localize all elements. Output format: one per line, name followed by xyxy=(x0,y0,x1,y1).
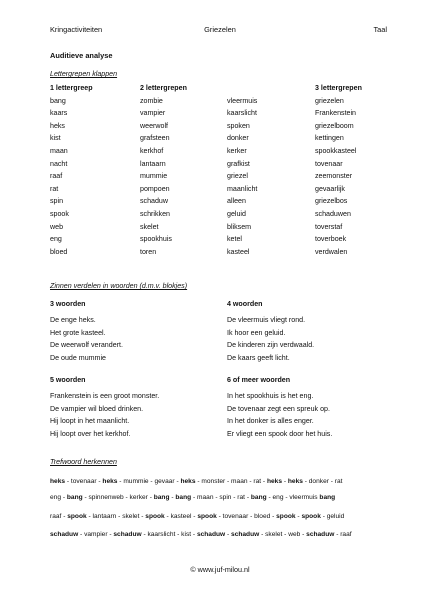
word: - kasteel - xyxy=(164,513,198,520)
section-heading-trefwoord: Trefwoord herkennen xyxy=(50,458,117,466)
sentence: Ik hoor een geluid. xyxy=(227,328,286,337)
sentence-group-6-words xyxy=(227,374,332,440)
word: alleen xyxy=(227,197,246,206)
sentence: Hij loopt over het kerkhof. xyxy=(50,429,131,438)
word: spook xyxy=(50,209,69,218)
keyword-line xyxy=(50,494,335,501)
keyword: spook xyxy=(276,513,296,520)
word: lantaarn xyxy=(140,159,166,168)
sentence: De kinderen zijn verdwaald. xyxy=(227,341,315,350)
word: vleermuis xyxy=(227,96,258,105)
word: zombie xyxy=(140,96,163,105)
keyword-line xyxy=(50,478,342,485)
word: toren xyxy=(140,247,157,256)
syllable-column-3 xyxy=(227,82,257,258)
word: zeemonster xyxy=(315,172,353,181)
word: geluid xyxy=(227,209,246,218)
word: grafkist xyxy=(227,159,250,168)
word: vampier xyxy=(140,109,166,118)
word: rat xyxy=(50,184,59,193)
word: - xyxy=(282,478,288,485)
sentence: Er vliegt een spook door het huis. xyxy=(227,429,333,438)
keyword: heks xyxy=(102,478,118,485)
word: heks xyxy=(50,121,65,130)
column-header: 2 lettergrepen xyxy=(140,84,187,92)
keyword-line xyxy=(50,513,344,520)
word: schrikken xyxy=(140,209,170,218)
word: gevaarlijk xyxy=(315,184,345,193)
word: pompoen xyxy=(140,184,170,193)
keyword: bang xyxy=(153,494,170,501)
word: - maan - spin - rat - xyxy=(191,494,251,501)
sentence: De tovenaar zegt een spreuk op. xyxy=(227,404,330,413)
keyword: schaduw xyxy=(306,531,335,538)
sentence: Hij loopt in het maanlicht. xyxy=(50,417,130,426)
word: schaduw xyxy=(140,197,168,206)
keyword: bang xyxy=(175,494,192,501)
word: kerker xyxy=(227,146,247,155)
keyword: heks xyxy=(287,478,303,485)
word: - xyxy=(225,531,232,538)
group-header: 5 woorden xyxy=(50,376,86,384)
word: kist xyxy=(50,134,61,143)
word: nacht xyxy=(50,159,68,168)
word: - kaarslicht - kist - xyxy=(141,531,197,538)
word: - vampier - xyxy=(78,531,114,538)
word: - geluid xyxy=(320,513,345,520)
keyword: heks xyxy=(180,478,196,485)
word: Frankenstein xyxy=(315,109,357,118)
header-right: Taal xyxy=(373,25,387,34)
word: - donker - rat xyxy=(302,478,343,485)
sentence: De enge heks. xyxy=(50,316,96,325)
header-center: Griezelen xyxy=(204,25,236,34)
sentence: De oude mummie xyxy=(50,353,106,362)
keyword: spook xyxy=(197,513,217,520)
word: weerwolf xyxy=(140,121,168,130)
word: ketel xyxy=(227,235,242,244)
keyword: bang xyxy=(319,494,336,501)
word: raaf xyxy=(50,172,63,181)
keyword: heks xyxy=(266,478,282,485)
keyword: spook xyxy=(301,513,321,520)
word: - tovenaar - bloed - xyxy=(216,513,277,520)
word: spookhuis xyxy=(140,235,172,244)
column-header xyxy=(227,82,257,95)
word: griezel xyxy=(227,172,248,181)
keyword: schaduw xyxy=(231,531,260,538)
group-header: 3 woorden xyxy=(50,300,86,308)
word: spin xyxy=(50,197,64,206)
keyword: schaduw xyxy=(113,531,142,538)
word: toverstaf xyxy=(315,222,343,231)
keyword: spook xyxy=(145,513,165,520)
word: - mummie - gevaar - xyxy=(117,478,181,485)
word: maan xyxy=(50,146,68,155)
word: - spinnenweb - kerker - xyxy=(82,494,154,501)
syllable-column-4 xyxy=(315,82,362,258)
keyword: schaduw xyxy=(196,531,226,538)
word: - lantaarn - skelet - xyxy=(86,513,146,520)
column-header: 3 lettergrepen xyxy=(315,84,362,92)
word: raaf - xyxy=(50,513,68,520)
word: - xyxy=(295,513,302,520)
word: toverboek xyxy=(315,235,347,244)
word: tovenaar xyxy=(315,159,343,168)
page-title: Auditieve analyse xyxy=(50,51,113,60)
word: - skelet - web - xyxy=(259,531,307,538)
header-left: Kringactiviteiten xyxy=(50,25,103,34)
word: grafsteen xyxy=(140,134,170,143)
word: donker xyxy=(227,134,249,143)
sentence: Frankenstein is een groot monster. xyxy=(50,392,160,401)
word: maanlicht xyxy=(227,184,258,193)
word: - tovenaar - xyxy=(65,478,103,485)
sentence: De vleermuis vliegt rond. xyxy=(227,316,306,325)
word: - monster - maan - rat - xyxy=(195,478,267,485)
word: kerkhof xyxy=(140,146,164,155)
keyword: bang xyxy=(66,494,83,501)
word: kasteel xyxy=(227,247,250,256)
word: - raaf xyxy=(334,531,352,538)
section-heading-lettergrepen: Lettergrepen klappen xyxy=(50,70,118,78)
group-header: 4 woorden xyxy=(227,300,263,308)
word: eng - xyxy=(50,494,67,501)
syllable-column-1 xyxy=(50,82,93,258)
syllable-column-2 xyxy=(140,82,187,258)
word: griezelboom xyxy=(315,121,354,130)
group-header: 6 of meer woorden xyxy=(227,376,291,384)
word: skelet xyxy=(140,222,159,231)
footer-copyright: © www.juf-milou.nl xyxy=(190,565,250,574)
word: kaarslicht xyxy=(227,109,257,118)
word: eng xyxy=(50,235,62,244)
word: schaduwen xyxy=(315,209,351,218)
keyword: spook xyxy=(67,513,87,520)
word: bloed xyxy=(50,247,68,256)
sentence: Het grote kasteel. xyxy=(50,328,106,337)
word: verdwalen xyxy=(315,247,348,256)
sentence-group-5-words xyxy=(50,374,159,440)
word: web xyxy=(50,222,64,231)
sentence: In het donker is alles enger. xyxy=(227,417,314,426)
column-header: 1 lettergreep xyxy=(50,84,93,92)
sentence: In het spookhuis is het eng. xyxy=(227,392,314,401)
word: kaars xyxy=(50,109,68,118)
word: kettingen xyxy=(315,134,344,143)
sentence: De weerwolf verandert. xyxy=(50,341,123,350)
word: - eng - vleermuis xyxy=(266,494,320,501)
keyword: schaduw xyxy=(50,531,79,538)
word: mummie xyxy=(140,172,168,181)
sentence: De vampier wil bloed drinken. xyxy=(50,404,144,413)
sentence-group-3-words xyxy=(50,298,123,364)
word: - xyxy=(169,494,176,501)
word: bang xyxy=(50,96,66,105)
word: griezelen xyxy=(315,96,344,105)
section-heading-zinnen: Zinnen verdelen in woorden (d.m.v. blokjes) xyxy=(50,282,188,290)
word: spoken xyxy=(227,121,250,130)
word: bliksem xyxy=(227,222,252,231)
sentence-group-4-words xyxy=(227,298,314,364)
word: griezelbos xyxy=(315,197,348,206)
sentence: De kaars geeft licht. xyxy=(227,353,290,362)
word: spookkasteel xyxy=(315,146,357,155)
keyword: heks xyxy=(50,478,66,485)
keyword: bang xyxy=(250,494,267,501)
keyword-line xyxy=(50,531,352,538)
